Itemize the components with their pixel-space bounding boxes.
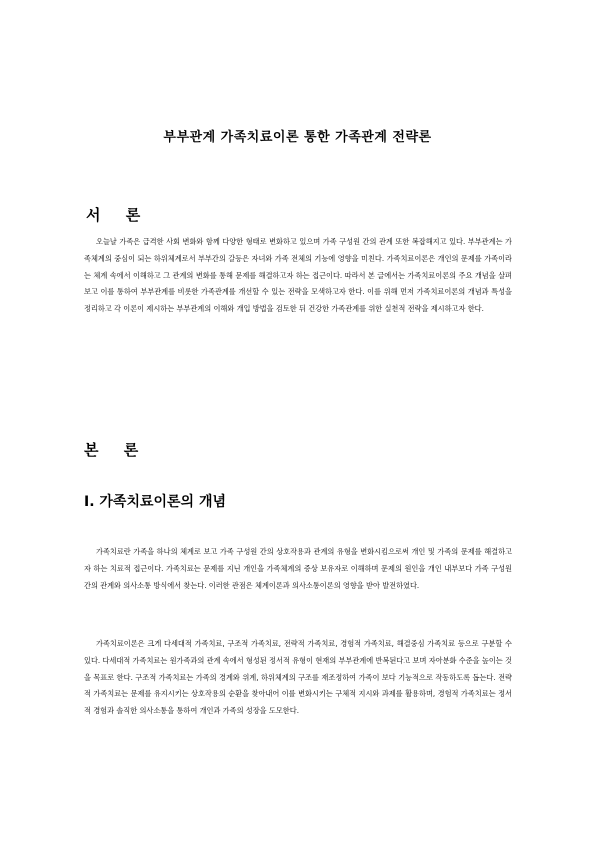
body-paragraph-2: 가족치료이론은 크게 다세대적 가족치료, 구조적 가족치료, 전략적 가족치료, 경험적 가족치료, 해결중심 가족치료 등으로 구분할 수 있다. 다세대적 가족치료는 원가족과의 관계 속에서 형성된 정서적 유형이 현재의 부부관계에 반복된다고 보며 자아분화 수준을 높이는 것을 목표로 한다. 구조적 가족치료는 가족의 경계와 위계, 하위체계의 구조를 재조정하여 가족이 보다 기능적으로 작동하도록 돕는다. 전략적 가족치료는 문제를 유지시키는 상호작용의 순환을 찾아내어 이를 변화시키는 구체적 지시와 과제를 활용하며, 경험적 가족치료는 정서적 경험과 솔직한 의사소통을 통하여 개인과 가족의 성장을 도모한다.	[84, 639, 512, 716]
intro-paragraph: 오늘날 가족은 급격한 사회 변화와 함께 다양한 형태로 변화하고 있으며 가족 구성원 간의 관계 또한 복잡해지고 있다. 부부관계는 가족체계의 중심이 되는 하위체계로서 부부간의 갈등은 자녀와 가족 전체의 기능에 영향을 미친다. 가족치료이론은 개인의 문제를 가족이라는 체계 속에서 이해하고 그 관계의 변화를 통해 문제를 해결하고자 하는 접근이다. 따라서 본 글에서는 가족치료이론의 주요 개념을 살펴보고 이를 통하여 부부관계를 비롯한 가족관계를 개선할 수 있는 전략을 모색하고자 한다. 이를 위해 먼저 가족치료이론의 개념과 특성을 정리하고 각 이론이 제시하는 부부관계의 이해와 개입 방법을 검토한 뒤 건강한 가족관계를 위한 실천적 전략을 제시하고자 한다.	[84, 237, 512, 314]
section-1-heading: Ⅰ. 가족치료이론의 개념	[84, 494, 226, 510]
intro-heading: 서 론	[86, 206, 151, 224]
body-paragraph-1: 가족치료란 가족을 하나의 체계로 보고 가족 구성원 간의 상호작용과 관계의 유형을 변화시킴으로써 개인 및 가족의 문제를 해결하고자 하는 치료적 접근이다. 가족치료는 문제를 지닌 개인을 가족체계의 증상 보유자로 이해하며 문제의 원인을 개인 내부보다 가족 구성원 간의 관계와 의사소통 방식에서 찾는다. 이러한 관점은 체계이론과 의사소통이론의 영향을 받아 발전하였다.	[84, 547, 512, 590]
body-heading: 본 론	[84, 441, 149, 459]
document-title: 부부관계 가족치료이론 통한 가족관계 전략론	[163, 130, 432, 145]
